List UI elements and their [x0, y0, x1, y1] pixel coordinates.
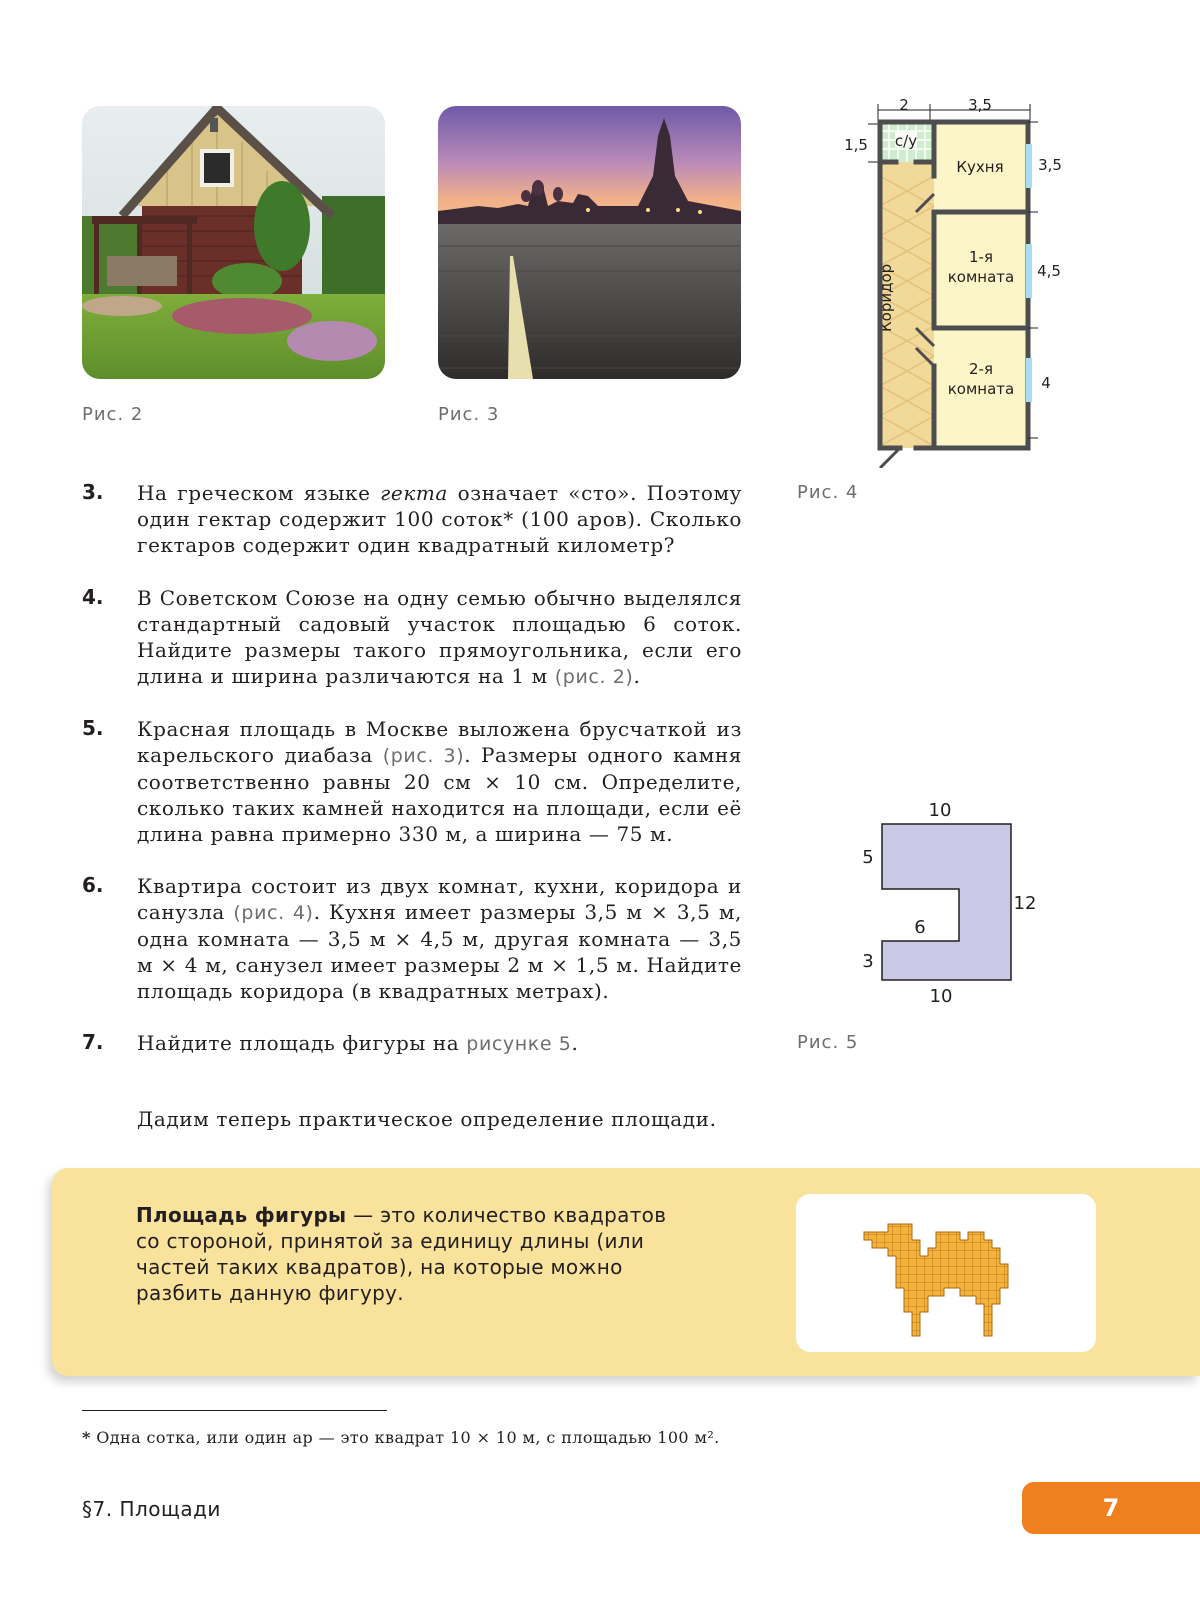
shape-bottom: 10 — [929, 986, 953, 1006]
shape-right: 12 — [1013, 893, 1037, 914]
top-dim-right: 3,5 — [968, 96, 992, 114]
red-square-photo — [438, 106, 741, 379]
footnote-mark: * — [82, 1428, 91, 1447]
definition-text — [136, 1202, 696, 1306]
task-6 — [82, 873, 742, 1004]
task-text: . Кухня имеет размеры 3,5 м × 3,5 м, одна комната — 3,5 м × 4,5 м, другая комната — 3,5 м × 4 м, санузел имеет размеры 2 м × 1,5 м. Найдите площадь коридора (в квадратных метрах). — [137, 900, 742, 1003]
shape-top: 10 — [928, 800, 952, 821]
task-number: 3. — [82, 480, 104, 504]
footnote-divider — [82, 1410, 387, 1411]
kitchen-label: Кухня — [956, 158, 1004, 176]
task-emphasis: гекта — [380, 481, 448, 505]
task-4 — [82, 585, 742, 690]
section-title: §7. Площади — [82, 1497, 221, 1521]
task-text: означает «сто». Поэтому один гектар содержит 100 соток* (100 аров). Сколько гектаров содержит один квадратный километр? — [137, 481, 742, 557]
task-text: . Размеры одного камня соответственно равны 20 см × 10 см. Определите, сколько таких камней находится на площади, если её длина равна примерно 330 м, а ширина — 75 м. — [137, 743, 743, 846]
page-number: 7 — [1102, 1494, 1120, 1522]
room2-dim: 4 — [1041, 374, 1051, 392]
fig3-caption: Рис. 3 — [438, 404, 500, 425]
task-text: . — [571, 1031, 579, 1055]
room1-dim: 4,5 — [1037, 262, 1061, 280]
footnote — [82, 1428, 720, 1447]
figure-reference[interactable]: (рис. 4) — [233, 902, 314, 924]
figure-reference[interactable]: (рис. 3) — [382, 745, 465, 767]
footnote-text: Одна сотка, или один ар — это квадрат 10 × 10 м, с площадью 100 м². — [96, 1428, 720, 1447]
room1-line2: комната — [947, 268, 1015, 286]
task-text: Найдите площадь фигуры на — [137, 1031, 467, 1055]
room2-line1: 2-я — [969, 360, 993, 378]
definition-term: Площадь фигуры — [136, 1203, 347, 1227]
room2-line2: комната — [947, 380, 1015, 398]
task-text: В Советском Союзе на одну семью обычно выделялся стандартный садовый участок площадью 6 соток. Найдите размеры такого прямоугольника, если его длина и ширина различаются на 1 м — [137, 586, 742, 688]
task-5 — [82, 716, 742, 847]
task-7 — [82, 1030, 742, 1057]
intro-text: Дадим теперь практическое определение площади. — [137, 1107, 717, 1131]
page-number-tab — [1022, 1482, 1200, 1534]
top-dim-left: 2 — [899, 96, 909, 114]
area-shape — [855, 796, 1045, 1006]
task-text: . — [633, 664, 641, 688]
task-text: Красная площадь в Москве выложена брусчаткой из карельского диабаза — [137, 717, 742, 767]
task-text: На греческом языке — [137, 481, 381, 505]
task-text: Квартира состоит из двух комнат, кухни, коридора и санузла — [137, 874, 742, 924]
shape-left-top: 5 — [862, 847, 874, 868]
house-photo — [82, 106, 385, 379]
figure-reference[interactable]: (рис. 2) — [554, 666, 634, 688]
floor-plan — [840, 96, 1070, 468]
task-number: 4. — [82, 585, 104, 609]
camel-illustration-box — [796, 1194, 1096, 1352]
shape-inner: 6 — [914, 917, 926, 938]
fig5-caption: Рис. 5 — [797, 1032, 859, 1053]
kitchen-dim: 3,5 — [1038, 156, 1062, 174]
camel-grid-icon — [796, 1194, 1096, 1352]
shape-left-bottom: 3 — [862, 951, 874, 972]
task-number: 5. — [82, 716, 104, 740]
task-3 — [82, 480, 742, 558]
definition-callout — [52, 1168, 1200, 1376]
room1-line1: 1-я — [969, 248, 993, 266]
corridor-label: Коридор — [877, 263, 895, 332]
left-dim: 1,5 — [844, 136, 868, 154]
fig4-caption: Рис. 4 — [797, 482, 859, 503]
bathroom-label: с/у — [894, 132, 918, 150]
definition-body: — это количество квадратов со стороной, принятой за единицу длины (или частей таких квадратов), на которые можно разбить данную фигуру. — [136, 1203, 667, 1305]
task-number: 6. — [82, 873, 104, 897]
figure-reference[interactable]: рисунке 5 — [466, 1033, 572, 1055]
fig2-caption: Рис. 2 — [82, 404, 144, 425]
task-number: 7. — [82, 1030, 104, 1054]
